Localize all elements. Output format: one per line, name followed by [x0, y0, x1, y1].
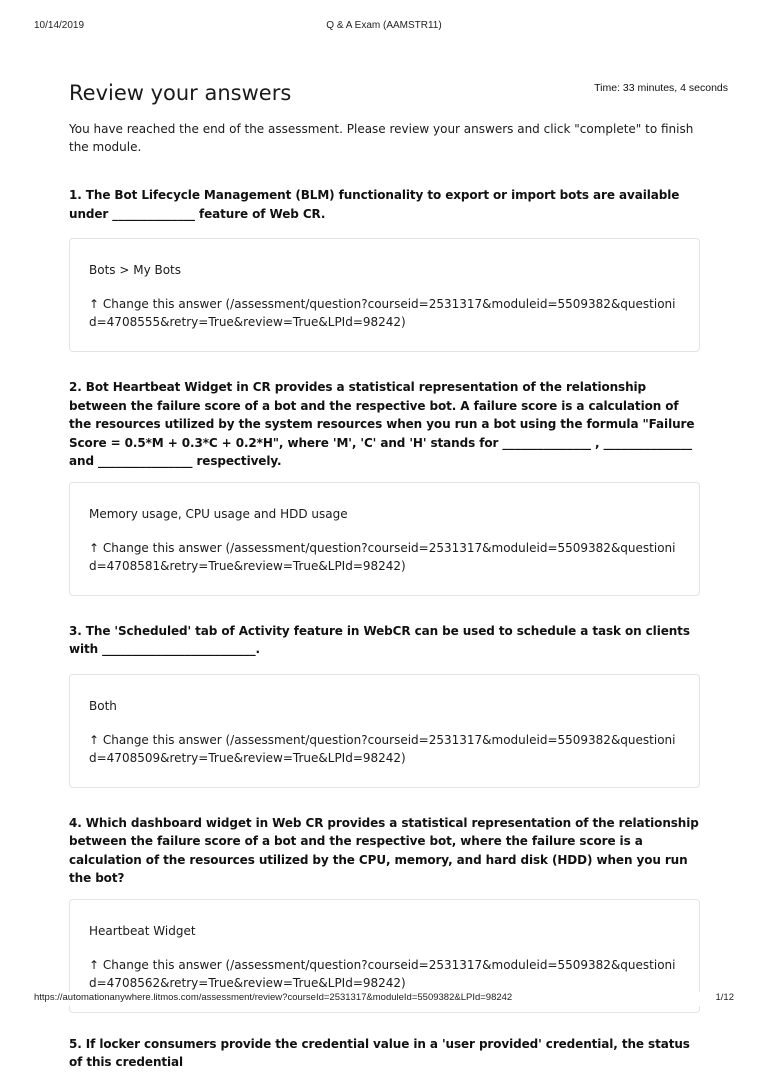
question-text: 3. The 'Scheduled' tab of Activity feature in WebCR can be used to schedule a task on clients with __________________________. [69, 623, 690, 656]
selected-answer: Bots > My Bots [89, 263, 182, 277]
intro-text: You have reached the end of the assessment. Please review your answers and click "complete" to finish the module. [69, 122, 694, 154]
time-elapsed: Time: 33 minutes, 4 seconds [594, 82, 728, 94]
print-footer [34, 992, 734, 1006]
answer-card [69, 482, 700, 596]
question-1 [69, 186, 700, 352]
print-url: https://automationanywhere.litmos.com/assessment/review?courseId=2531317&moduleId=5509382&LPId=98242 [34, 992, 513, 1003]
page-title: Review your answers [69, 81, 292, 105]
question-2 [69, 378, 700, 596]
change-answer-link[interactable]: ↑ Change this answer (/assessment/question?courseid=2531317&moduleid=5509382&questionid=4708509&retry=True&review=True&LPId=98242) [89, 732, 676, 765]
change-answer-link[interactable]: ↑ Change this answer (/assessment/question?courseid=2531317&moduleid=5509382&questionid=4708562&retry=True&review=True&LPId=98242) [89, 957, 676, 990]
question-3 [69, 622, 700, 788]
selected-answer: Both [89, 698, 117, 713]
change-answer-link[interactable]: ↑ Change this answer (/assessment/question?courseid=2531317&moduleid=5509382&questionid=4708581&retry=True&review=True&LPId=98242) [89, 540, 676, 573]
selected-answer: Memory usage, CPU usage and HDD usage [89, 506, 348, 521]
question-5 [69, 1035, 700, 1072]
print-header [34, 20, 734, 34]
question-text: 2. Bot Heartbeat Widget in CR provides a statistical representation of the relationship between the failure score of a bot and the respective bot. A failure score is a calculation of the resources utilized by the system resources when you run a bot using the formula "Failure Score = 0.5*M + 0.3*C + 0.2*H", where 'M', 'C' and 'H' stands for _______________ , _______________ and ________________ respectively. [69, 380, 695, 468]
selected-answer: Heartbeat Widget [89, 923, 196, 938]
print-date: 10/14/2019 [34, 20, 85, 31]
page-number: 1/12 [715, 992, 734, 1003]
question-text: 1. The Bot Lifecycle Management (BLM) functionality to export or import bots are available under ______________ feature of Web CR. [69, 188, 680, 221]
title-row [69, 78, 728, 120]
question-4 [69, 814, 700, 1013]
question-text: 5. If locker consumers provide the credential value in a 'user provided' credential, the status of this credential [69, 1036, 690, 1069]
question-text: 4. Which dashboard widget in Web CR provides a statistical representation of the relationship between the failure score of a bot and the respective bot, where the failure score is a calculation of the resources utilized by the CPU, memory, and hard disk (HDD) when you run the bot? [69, 815, 699, 885]
print-document-title: Q & A Exam (AAMSTR11) [326, 20, 442, 31]
answer-card [69, 238, 700, 352]
answer-card [69, 674, 700, 788]
change-answer-link[interactable]: ↑ Change this answer (/assessment/question?courseid=2531317&moduleid=5509382&questionid=4708555&retry=True&review=True&LPId=98242) [89, 297, 676, 329]
